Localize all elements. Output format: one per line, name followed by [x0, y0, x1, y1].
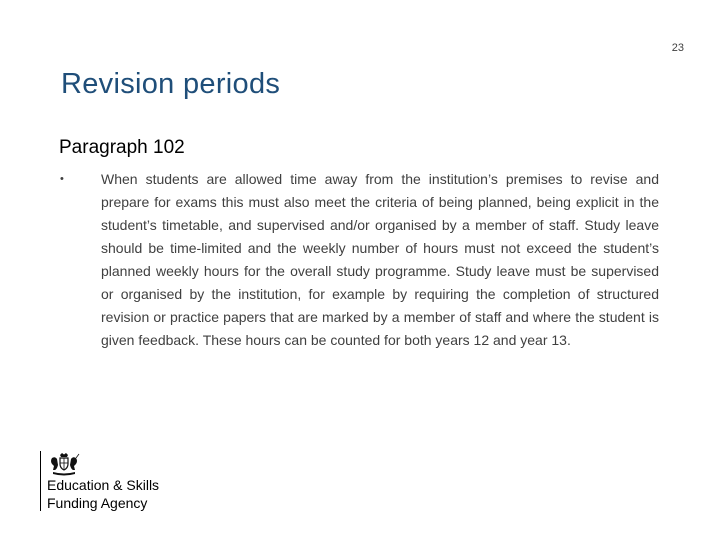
logo-content — [47, 451, 159, 512]
organisation-logo — [40, 451, 159, 511]
bullet-text: When students are allowed time away from the institution’s premises to revise and prepare for exams this must also meet the criteria of being planned, being explicit in the student’s timetable, and supervised and/or organised by a member of staff. Study leave should be time-limited and the weekly number of hours must not exceed the student’s planned weekly hours for the overall study programme. Study leave must be supervised or organised by the institution, for example by requiring the completion of structured revision or practice papers that are marked by a member of staff and where the student is given feedback. These hours can be counted for both years 12 and year 13. — [101, 171, 659, 348]
bullet-icon: • — [60, 173, 64, 185]
page-title: Revision periods — [61, 68, 281, 100]
section-heading: Paragraph 102 — [59, 137, 185, 158]
page-number: 23 — [671, 42, 684, 54]
list-item — [59, 168, 659, 352]
bullet-list — [59, 168, 659, 352]
royal-coat-of-arms-icon — [47, 452, 81, 476]
logo-divider — [40, 451, 41, 511]
logo-name-line-1: Education & Skills — [47, 477, 160, 493]
logo-name-line-2: Funding Agency — [47, 495, 148, 511]
